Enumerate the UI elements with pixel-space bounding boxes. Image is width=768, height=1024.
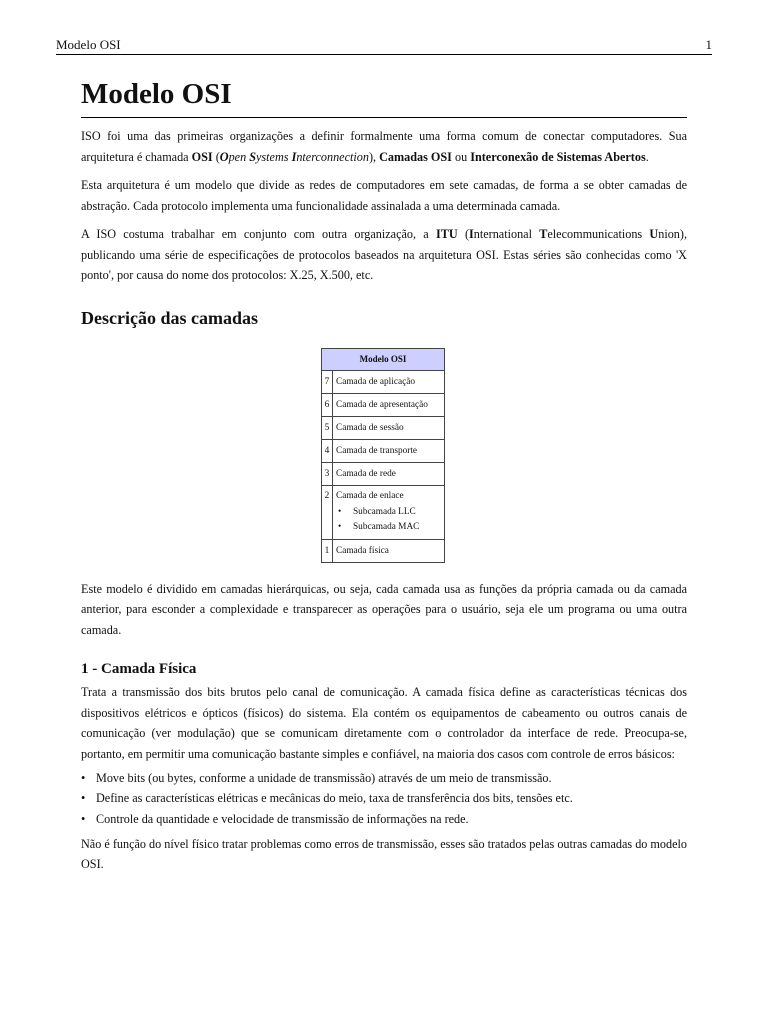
layer-number: 6	[322, 393, 333, 416]
sublayer-item: • Subcamada LLC	[338, 505, 441, 520]
table-row	[322, 539, 445, 562]
sublayer-item: • Subcamada MAC	[338, 520, 441, 535]
layer-label: Camada física	[333, 539, 445, 562]
layer-label: Camada de aplicação	[333, 370, 445, 393]
list-item: • Controle da quantidade e velocidade de transmissão de informações na rede.	[81, 809, 687, 829]
layer-label: Camada de apresentação	[333, 393, 445, 416]
layer-cell	[333, 485, 445, 539]
layer-number: 2	[322, 485, 333, 539]
list-item: • Define as características elétricas e mecânicas do meio, taxa de transferência dos bits, tensões etc.	[81, 788, 687, 808]
fisica-bullet-list	[81, 768, 687, 829]
layer-number: 4	[322, 439, 333, 462]
header-rule	[56, 54, 712, 55]
page-number: 1	[705, 37, 712, 52]
fisica-paragraph-1: Trata a transmissão dos bits brutos pelo canal de comunicação. A camada física define as características técnicas dos dispositivos elétricos e ópticos (físicos) do sistema. Ela contém os equipamentos de cabeamento ou outros canais de comunicação (ver modulação) que se comunicam diretamente com o controlador da interface de rede. Preocupa-se, portanto, em permitir uma comunicação bastante simples e confiável, na maioria dos casos com controle de erros básicos:	[81, 685, 687, 761]
running-header-title: Modelo OSI	[56, 37, 121, 52]
section-heading-descricao: Descrição das camadas	[81, 307, 258, 328]
intro-paragraph-3: A ISO costuma trabalhar em conjunto com outra organização, a ITU (International Telecommunications Union), publicando uma série de especificações de protocolos baseados na arquitetura OSI. Estas séries são conhecidas como 'X ponto', por causa do nome dos protocolos: X.25, X.500, etc.	[81, 227, 688, 282]
intro-paragraph-2: Esta arquitetura é um modelo que divide as redes de computadores em sete camadas, de forma a se obter camadas de abstração. Cada protocolo implementa uma funcionalidade assinalada a uma determinada camada.	[81, 178, 687, 213]
osi-table-header: Modelo OSI	[322, 348, 445, 370]
sublayer-list	[338, 505, 441, 535]
section-heading-fisica: 1 - Camada Física	[81, 661, 197, 677]
running-header	[56, 37, 712, 53]
article-body	[81, 78, 687, 875]
table-row	[322, 416, 445, 439]
osi-layers-table	[321, 348, 445, 563]
layer-label: Camada de sessão	[333, 416, 445, 439]
list-item: • Move bits (ou bytes, conforme a unidade de transmissão) através de um meio de transmissão.	[81, 768, 687, 788]
table-row	[322, 439, 445, 462]
layer-number: 3	[322, 462, 333, 485]
layer-number: 1	[322, 539, 333, 562]
layer-label: Camada de transporte	[333, 439, 445, 462]
layer-label: Camada de rede	[333, 462, 445, 485]
table-row	[322, 393, 445, 416]
desc-paragraph: Este modelo é dividido em camadas hierárquicas, ou seja, cada camada usa as funções da própria camada ou da camada anterior, para esconder a complexidade e transparecer as operações para o usuário, seja ele um programa ou uma outra camada.	[81, 581, 687, 637]
layer-number: 5	[322, 416, 333, 439]
itu-link: ITU	[436, 227, 458, 241]
intro-paragraph-1: ISO foi uma das primeiras organizações a definir formalmente uma forma comum de conectar computadores. Sua arquitetura é chamada OSI (Open Systems Interconnection), Camadas OSI ou Interconexão de Sistemas Abertos.	[81, 129, 687, 164]
table-row	[322, 485, 445, 539]
table-row	[322, 370, 445, 393]
page-title: Modelo OSI	[81, 78, 687, 118]
table-row	[322, 462, 445, 485]
layer-label: Camada de enlace	[336, 490, 404, 501]
fisica-paragraph-2: Não é função do nível físico tratar problemas como erros de transmissão, esses são tratados pelas outras camadas do modelo OSI.	[81, 836, 687, 872]
layer-number: 7	[322, 370, 333, 393]
